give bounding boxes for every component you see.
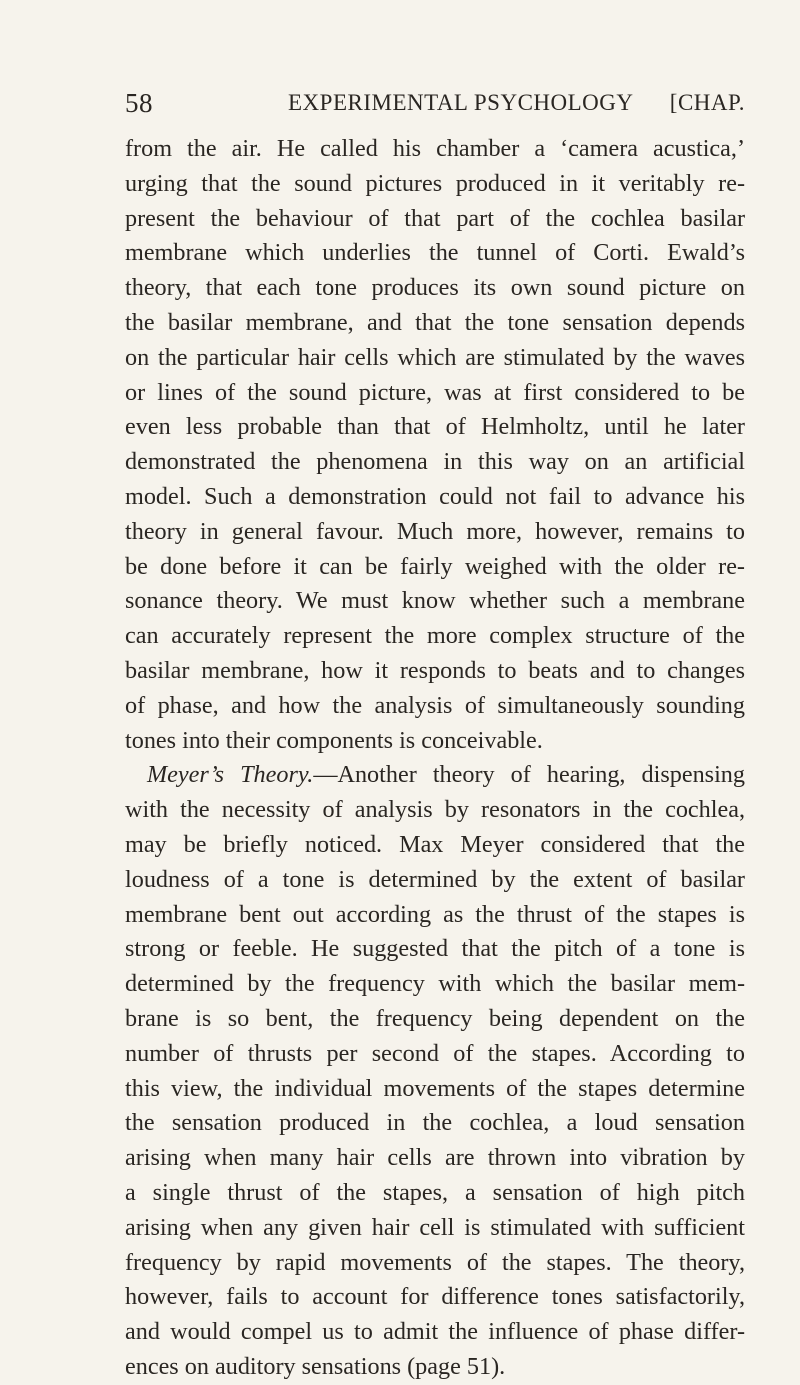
text-line: membrane which underlies the tunnel of Corti. Ewald’s — [125, 239, 745, 267]
section-first-line-text: —Another theory of hearing, dispensing — [313, 761, 745, 789]
body-text — [125, 132, 745, 1385]
text-line: arising when any given hair cell is stimulated with sufficient — [125, 1213, 745, 1241]
text-line: membrane bent out according as the thrust of the stapes is — [125, 900, 745, 928]
text-line: arising when many hair cells are thrown into vibration by — [125, 1144, 745, 1172]
text-line: sonance theory. We must know whether such a membrane — [125, 587, 745, 615]
text-line: tones into their components is conceivable. — [125, 726, 543, 754]
text-line: theory, that each tone produces its own sound picture on — [125, 274, 745, 302]
text-line: determined by the frequency with which the basilar mem- — [125, 970, 745, 998]
text-line: loudness of a tone is determined by the extent of basilar — [125, 865, 745, 893]
text-line: however, fails to account for difference tones satisfactorily, — [125, 1283, 745, 1311]
section-first-line — [125, 758, 745, 793]
chapter-marker: [CHAP. — [669, 90, 745, 115]
text-line: theory in general favour. Much more, however, remains to — [125, 517, 745, 545]
text-line: model. Such a demonstration could not fail to advance his — [125, 482, 745, 510]
text-line: basilar membrane, how it responds to beats and to changes — [125, 656, 745, 684]
text-line: strong or feeble. He suggested that the pitch of a tone is — [125, 935, 745, 963]
text-line: the basilar membrane, and that the tone sensation depends — [125, 308, 745, 336]
text-line: frequency by rapid movements of the stapes. The theory, — [125, 1248, 745, 1276]
text-line: number of thrusts per second of the stapes. According to — [125, 1039, 745, 1067]
text-line: from the air. He called his chamber a ‘camera acustica,’ — [125, 135, 745, 162]
text-line: this view, the individual movements of the stapes determine — [125, 1074, 745, 1102]
text-line: present the behaviour of that part of the cochlea basilar — [125, 204, 745, 232]
text-line: the sensation produced in the cochlea, a loud sensation — [125, 1109, 745, 1137]
text-line: urging that the sound pictures produced in it veritably re- — [125, 169, 745, 197]
text-line: a single thrust of the stapes, a sensation of high pitch — [125, 1178, 745, 1206]
running-title: EXPERIMENTAL PSYCHOLOGY — [288, 90, 634, 115]
text-line: be done before it can be fairly weighed with the older re- — [125, 552, 745, 580]
text-line: ences on auditory sensations (page 51). — [125, 1352, 506, 1380]
page-number: 58 — [125, 88, 153, 118]
section-heading: Meyer’s Theory. — [147, 761, 314, 789]
text-line: on the particular hair cells which are stimulated by the waves — [125, 343, 745, 371]
text-line: with the necessity of analysis by resonators in the cochlea, — [125, 796, 745, 824]
text-line: demonstrated the phenomena in this way on an artificial — [125, 448, 745, 476]
text-line: or lines of the sound picture, was at first considered to be — [125, 378, 745, 406]
text-line: of phase, and how the analysis of simultaneously sounding — [125, 691, 745, 719]
text-line: and would compel us to admit the influence of phase differ- — [125, 1318, 745, 1346]
running-head — [125, 88, 745, 124]
text-line: brane is so bent, the frequency being dependent on the — [125, 1004, 745, 1032]
text-line: may be briefly noticed. Max Meyer considered that the — [125, 830, 745, 858]
text-line: even less probable than that of Helmholtz, until he later — [125, 413, 745, 441]
text-line: can accurately represent the more complex structure of the — [125, 622, 745, 650]
